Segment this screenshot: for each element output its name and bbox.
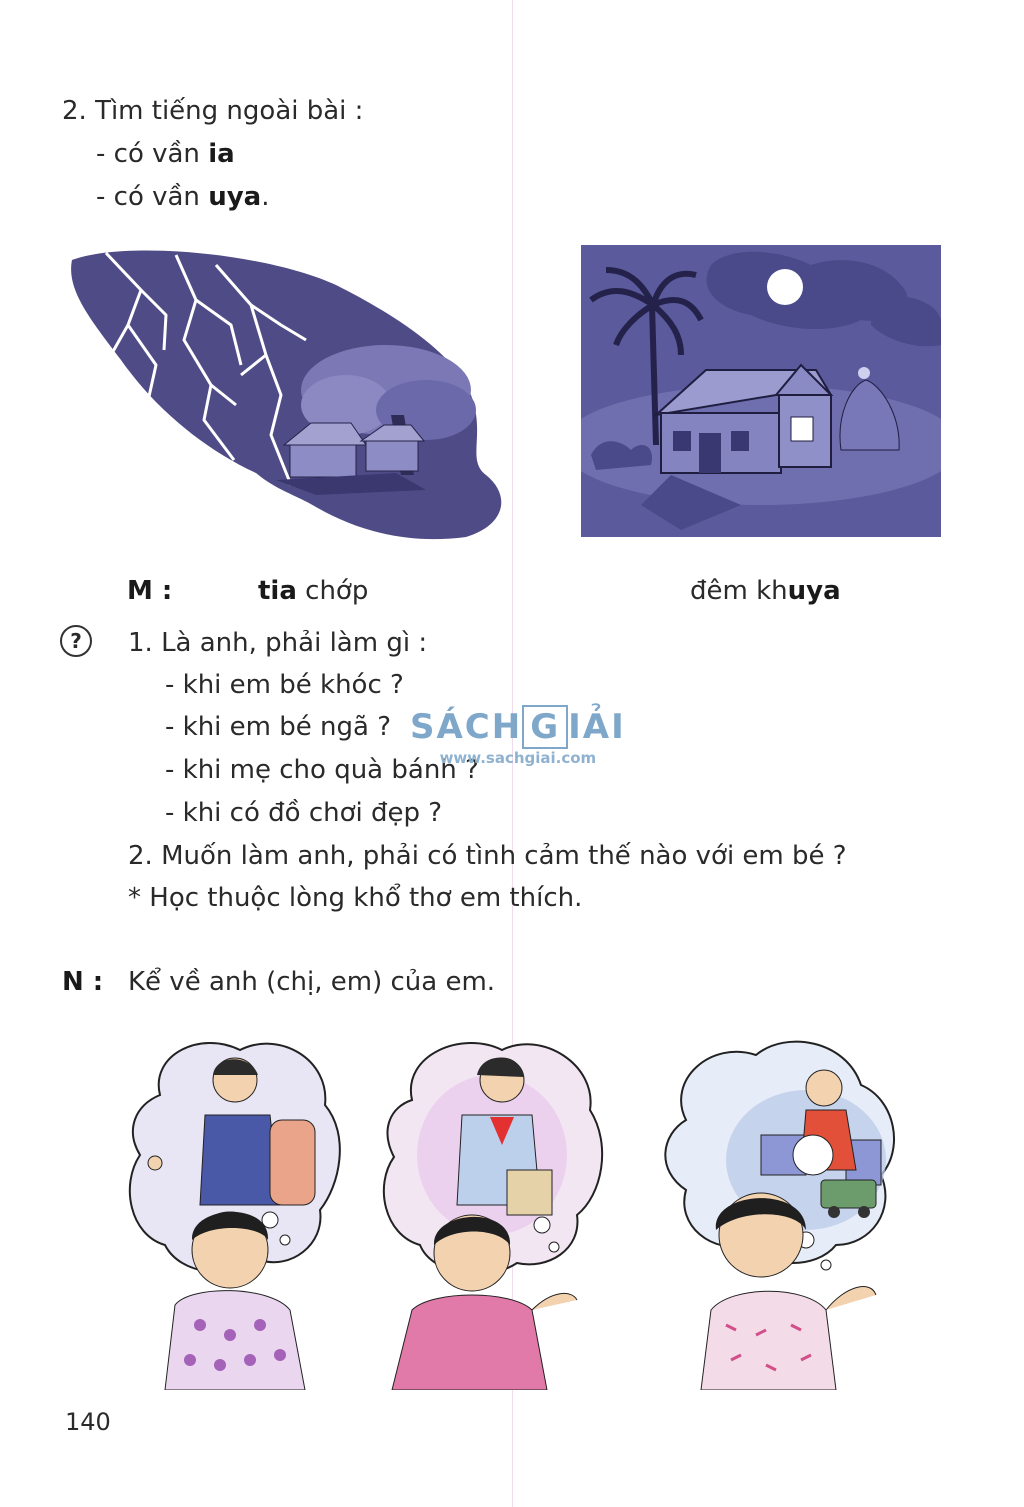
girl-thinking-of-baby [656,1030,904,1390]
rhyme-line-prefix: - có vần [96,139,209,169]
question-icon: ? [60,625,92,657]
question-2: 2. Muốn làm anh, phải có tình cảm thế nào với em bé ? [128,841,847,871]
question-1: 1. Là anh, phải làm gì : [128,628,428,658]
night-illustration [581,245,941,537]
page-number: 140 [65,1408,111,1436]
rhyme-uya: uya [208,182,262,212]
village-houses [284,423,424,477]
question-1-item: - khi em bé ngã ? [165,712,392,742]
example-label: M : [127,576,173,606]
exercise-heading: 2. Tìm tiếng ngoài bài : [62,96,364,126]
question-1-item: - khi có đồ chơi đẹp ? [165,798,443,828]
rhyme-line-uya [96,181,269,213]
example-dem-khuya: đêm khuya [690,576,841,606]
watermark-logo-g: G [522,705,568,749]
rhyme-line-prefix: - có vần [96,182,209,212]
speaking-task: Kể về anh (chị, em) của em. [128,967,496,997]
boy-thinking-of-sister [372,1035,612,1390]
example-rhyme-uya: uya [787,576,841,606]
question-1-item: - khi mẹ cho quà bánh ? [165,755,479,785]
memorize-note: * Học thuộc lòng khổ thơ em thích. [128,883,583,913]
rhyme-ia: ia [208,139,235,169]
rhyme-line-ia [96,138,235,170]
example-rhyme-tia: tia [258,576,297,606]
watermark-url: www.sachgiai.com [439,749,597,767]
watermark: SÁCH G IẢI www.sachgiai.com [410,707,626,767]
rhyme-line-suffix: . [261,182,270,212]
speaking-label: N : [62,967,104,997]
moon-icon [767,269,803,305]
question-1-item: - khi em bé khóc ? [165,670,404,700]
lightning-illustration [66,245,512,540]
example-tia-chop: tia chớp [258,576,369,606]
girl-thinking-of-brother [120,1035,350,1390]
